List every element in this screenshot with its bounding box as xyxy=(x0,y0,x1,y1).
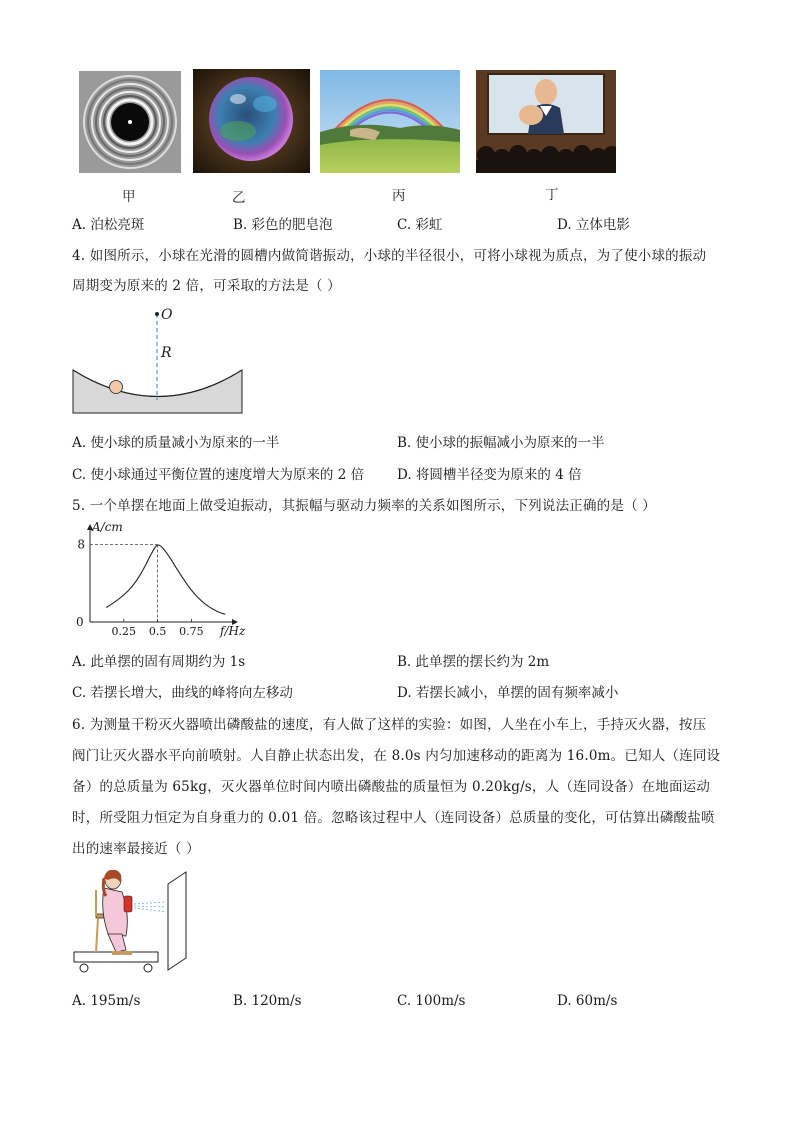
q5-option-c: C. 若摆长增大，曲线的峰将向左移动 xyxy=(72,685,293,701)
radius-r-label: R xyxy=(161,345,172,361)
resonance-curve-series-0 xyxy=(106,545,225,614)
caption-bing: 丙 xyxy=(392,188,406,204)
q6-option-a: A. 195m/s xyxy=(72,993,141,1009)
q3-option-b: B. 彩色的肥皂泡 xyxy=(233,217,333,233)
q3-option-c: C. 彩虹 xyxy=(397,217,443,233)
q5-option-a: A. 此单摆的固有周期约为 1s xyxy=(72,654,246,670)
q6-stem-line3: 备）的总质量为 65kg，灭火器单位时间内喷出磷酸盐的质量恒为 0.20kg/s，人（连同设备）在地面运动 xyxy=(72,779,711,795)
q4-stem-line2: 周期变为原来的 2 倍，可采取的方法是（ ） xyxy=(72,278,341,294)
q5-stem: 5. 一个单摆在地面上做受迫振动，其振幅与驱动力频率的关系如图所示，下列说法正确的是（ ） xyxy=(72,498,656,514)
q6-option-d: D. 60m/s xyxy=(557,993,618,1009)
q5-option-b: B. 此单摆的摆长约为 2m xyxy=(397,654,550,670)
q6-option-c: C. 100m/s xyxy=(397,993,466,1009)
y-axis-label: A/cm xyxy=(92,520,123,534)
circular-groove-figure xyxy=(70,305,246,415)
q3-option-d: D. 立体电影 xyxy=(557,217,630,233)
q6-stem-line1: 6. 为测量干粉灭火器喷出磷酸盐的速度，有人做了这样的实验：如图，人坐在小车上，手持灭火器，按压 xyxy=(72,717,707,733)
x-tick-label-0: 0.25 xyxy=(111,625,137,638)
caption-yi: 乙 xyxy=(232,190,246,206)
q5-option-d: D. 若摆长减小，单摆的固有频率减小 xyxy=(397,685,619,701)
soap-bubble-image xyxy=(193,69,310,173)
x-tick-label-1: 0.5 xyxy=(148,625,167,638)
rainbow-image xyxy=(320,70,460,173)
y-tick-label-0: 8 xyxy=(77,537,85,552)
q4-option-a: A. 使小球的质量减小为原来的一半 xyxy=(72,435,280,451)
caption-jia: 甲 xyxy=(122,189,136,205)
q4-option-b: B. 使小球的振幅减小为原来的一半 xyxy=(397,435,605,451)
q4-stem-line1: 4. 如图所示，小球在光滑的圆槽内做简谐振动，小球的半径很小，可将小球视为质点，为了使小球的振动 xyxy=(72,248,707,264)
x-axis-label: f/Hz xyxy=(220,624,246,638)
q6-stem-line5: 出的速率最接近（ ） xyxy=(72,841,200,857)
q3-option-a: A. 泊松亮斑 xyxy=(72,217,145,233)
q4-option-c: C. 使小球通过平衡位置的速度增大为原来的 2 倍 xyxy=(72,467,365,483)
poisson-spot-image xyxy=(79,71,181,173)
point-o-label: O xyxy=(161,307,173,323)
q6-stem-line4: 时，所受阻力恒定为自身重力的 0.01 倍。忽略该过程中人（连同设备）总质量的变化，可估算出磷酸盐喷 xyxy=(72,810,715,826)
q6-stem-line2: 阀门让灭火器水平向前喷射。人自静止状态出发，在 8.0s 内匀加速移动的距离为 16.0m。已知人（连同设 xyxy=(72,748,721,764)
x-tick-label-2: 0.75 xyxy=(179,625,204,638)
resonance-chart xyxy=(72,520,252,645)
q6-option-b: B. 120m/s xyxy=(233,993,302,1009)
3d-movie-image xyxy=(476,70,616,173)
q4-option-d: D. 将圆槽半径变为原来的 4 倍 xyxy=(397,467,582,483)
origin-label: 0 xyxy=(76,615,84,629)
person-on-cart-figure xyxy=(70,870,190,980)
caption-ding: 丁 xyxy=(545,187,559,203)
